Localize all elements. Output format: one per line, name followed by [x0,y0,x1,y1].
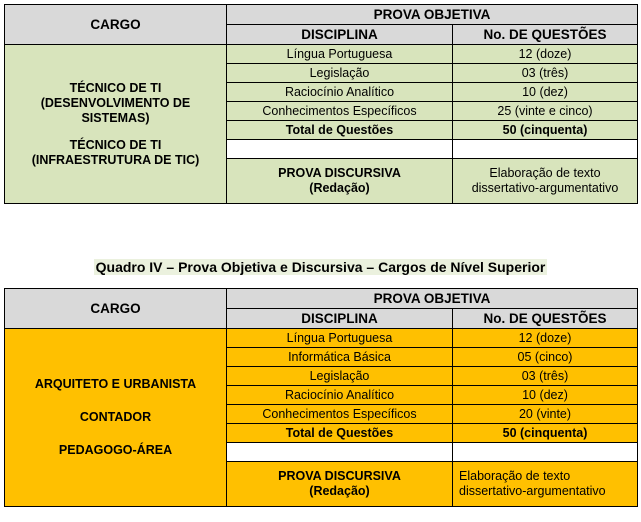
discursiva-desc-line: Elaboração de texto [459,469,571,483]
empty-cell [227,443,453,462]
header-prova-objetiva: PROVA OBJETIVA [227,289,638,309]
disciplina-cell: Legislação [227,64,453,83]
cargo-line: (DESENVOLVIMENTO DE [40,95,191,110]
questoes-cell: 05 (cinco) [453,348,638,367]
cargo-line: (INFRAESTRUTURA DE TIC) [31,152,200,167]
header-cargo: CARGO [5,5,227,45]
header-cargo: CARGO [5,289,227,329]
questoes-cell: 10 (dez) [453,83,638,102]
total-value: 50 (cinquenta) [453,121,638,140]
discursiva-subtitle: (Redação) [309,181,370,195]
cargo-line: PEDAGOGO-ÁREA [58,443,173,457]
disciplina-cell: Língua Portuguesa [227,329,453,348]
questoes-cell: 03 (três) [453,64,638,83]
caption-text: Quadro IV – Prova Objetiva e Discursiva – Cargos de Nível Superior [95,259,546,275]
quadro-caption [0,258,641,276]
disciplina-cell: Conhecimentos Específicos [227,102,453,121]
disciplina-cell: Língua Portuguesa [227,45,453,64]
questoes-cell: 12 (doze) [453,45,638,64]
cargo-cell [5,45,227,204]
questoes-cell: 10 (dez) [453,386,638,405]
cargo-cell [5,329,227,507]
header-questoes: No. DE QUESTÕES [453,309,638,329]
header-prova-objetiva: PROVA OBJETIVA [227,5,638,25]
questoes-cell: 20 (vinte) [453,405,638,424]
discursiva-label [227,462,453,507]
table-nivel-superior [4,288,638,507]
header-disciplina: DISCIPLINA [227,309,453,329]
questoes-cell: 03 (três) [453,367,638,386]
questoes-cell: 12 (doze) [453,329,638,348]
discursiva-subtitle: (Redação) [309,484,370,498]
disciplina-cell: Raciocínio Analítico [227,83,453,102]
disciplina-cell: Informática Básica [227,348,453,367]
questoes-cell: 25 (vinte e cinco) [453,102,638,121]
total-value: 50 (cinquenta) [453,424,638,443]
discursiva-title: PROVA DISCURSIVA [278,469,401,483]
discursiva-label [227,159,453,204]
empty-cell [453,140,638,159]
header-disciplina: DISCIPLINA [227,25,453,45]
discursiva-desc [453,159,638,204]
discursiva-desc-line: dissertativo-argumentativo [471,181,619,195]
empty-cell [227,140,453,159]
cargo-line: CONTADOR [79,410,152,424]
cargo-line: TÉCNICO DE TI [69,137,162,152]
cargo-line: TÉCNICO DE TI [69,80,162,95]
table-tecnico-ti [4,4,638,204]
total-label: Total de Questões [227,121,453,140]
disciplina-cell: Raciocínio Analítico [227,386,453,405]
disciplina-cell: Legislação [227,367,453,386]
discursiva-desc [453,462,638,507]
cargo-line: SISTEMAS) [81,110,150,125]
cargo-line: ARQUITETO E URBANISTA [34,377,197,391]
discursiva-title: PROVA DISCURSIVA [278,166,401,180]
empty-cell [453,443,638,462]
header-questoes: No. DE QUESTÕES [453,25,638,45]
disciplina-cell: Conhecimentos Específicos [227,405,453,424]
total-label: Total de Questões [227,424,453,443]
discursiva-desc-line: Elaboração de texto [489,166,601,180]
discursiva-desc-line: dissertativo-argumentativo [459,484,606,498]
